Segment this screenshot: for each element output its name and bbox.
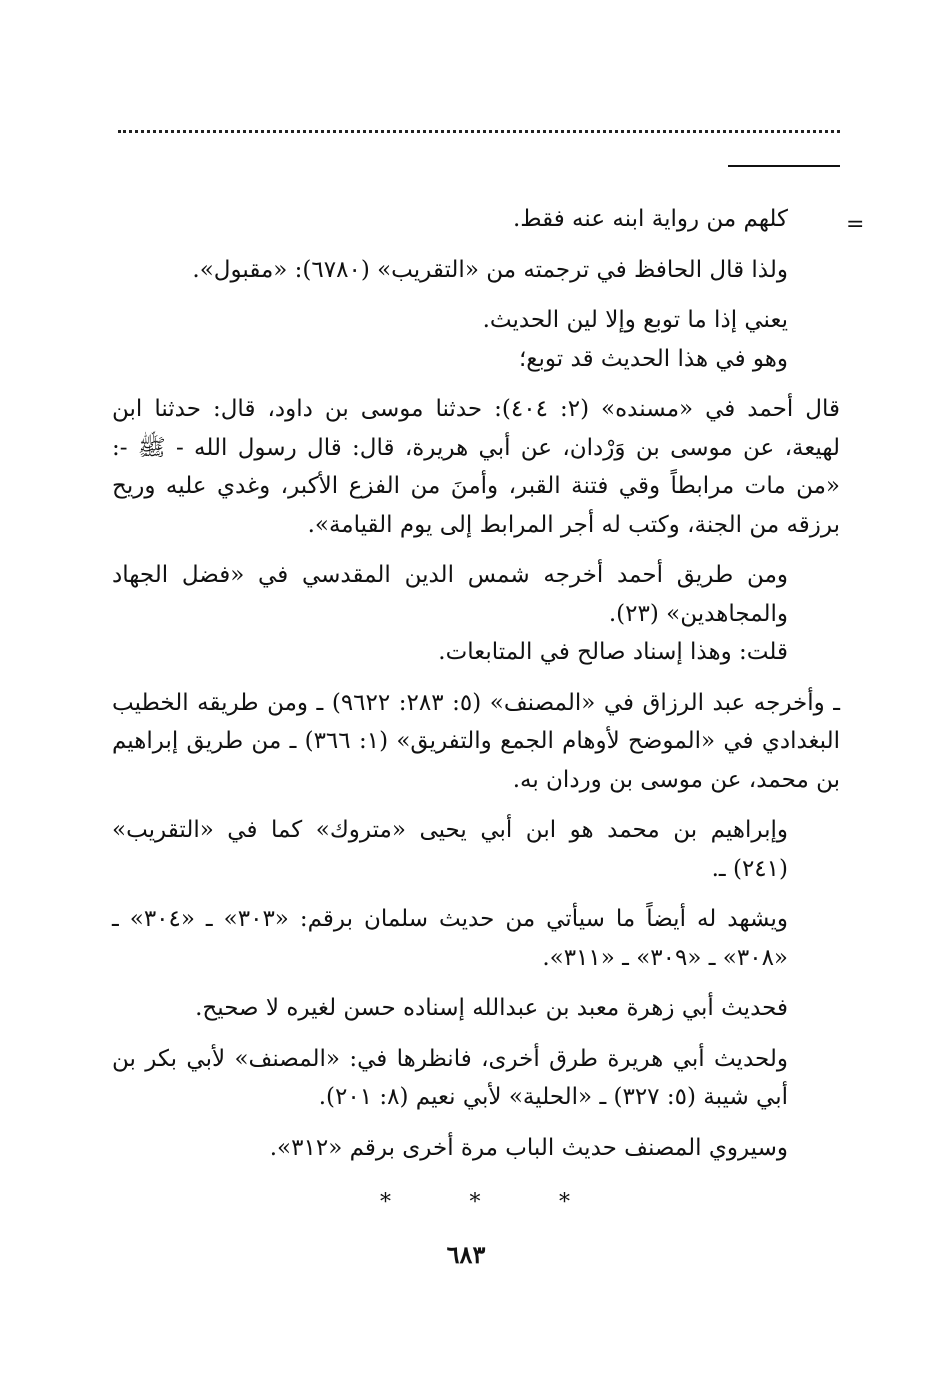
paragraph: ـ وأخرجه عبد الرزاق في «المصنف» (٥: ٢٨٣: ٩٦٢٢) ـ ومن طريقه الخطيب البغدادي في «الموضح لأوهام الجمع والتفريق» (١: ٣٦٦) ـ من طريق إبراهيم بن محمد، عن موسى بن وردان به. bbox=[112, 689, 841, 793]
dotted-separator-rule bbox=[118, 130, 840, 133]
paragraph: ويشهد له أيضاً ما سيأتي من حديث سلمان برقم: «٣٠٣» ـ «٣٠٤» ـ «٣٠٨» ـ «٣٠٩» ـ «٣١١». bbox=[112, 906, 788, 971]
paragraph: وإبراهيم بن محمد هو ابن أبي يحيى «متروك» كما في «التقريب» (٢٤١) ـ. bbox=[112, 817, 788, 882]
star-glyph: * bbox=[559, 1190, 570, 1215]
section-separator-stars bbox=[380, 1192, 570, 1214]
paragraph: ولحديث أبي هريرة طرق أخرى، فانظرها في: «المصنف» لأبي بكر بن أبي شيبة (٥: ٣٢٧) ـ «الحلية» لأبي نعيم (٨: ٢٠١). bbox=[112, 1045, 788, 1110]
paragraph: ولذا قال الحافظ في ترجمته من «التقريب» (٦٧٨٠): «مقبول». bbox=[192, 256, 788, 283]
paragraph: كلهم من رواية ابنه عنه فقط. bbox=[512, 206, 788, 232]
continuation-mark: = bbox=[846, 212, 865, 237]
paragraph: وسيروي المصنف حديث الباب مرة أخرى برقم «٣١٢». bbox=[269, 1134, 788, 1161]
star-glyph: * bbox=[469, 1190, 481, 1215]
paragraph: يعني إذا ما توبع وإلا لين الحديث. bbox=[482, 307, 788, 333]
footnote-text bbox=[112, 200, 840, 1167]
paragraph: فحديث أبي زهرة معبد بن عبدالله إسناده حسن لغيره لا صحيح. bbox=[195, 995, 788, 1021]
paragraph: ومن طريق أحمد أخرجه شمس الدين المقدسي في «فضل الجهاد والمجاهدين» (٢٣). bbox=[112, 562, 788, 627]
paragraph: قلت: وهذا إسناد صالح في المتابعات. bbox=[438, 639, 788, 665]
page-number: ٦٨٣ bbox=[446, 1240, 486, 1269]
paragraph: قال أحمد في «مسنده» (٢: ٤٠٤): حدثنا موسى بن داود، قال: حدثنا ابن لهيعة، عن موسى بن وَرْدان، عن أبي هريرة، قال: قال رسول الله - ﷺ -: «من مات مرابطاً وقي فتنة القبر، وأمنَ من الفزع الأكبر، وغدي عليه وريح برزقه من الجنة، وكتب له أجر المرابط إلى يوم القيامة». bbox=[112, 396, 841, 538]
footnote-separator-rule bbox=[728, 165, 840, 167]
paragraph: وهو في هذا الحديث قد توبع؛ bbox=[518, 345, 788, 372]
star-glyph: * bbox=[380, 1190, 391, 1215]
